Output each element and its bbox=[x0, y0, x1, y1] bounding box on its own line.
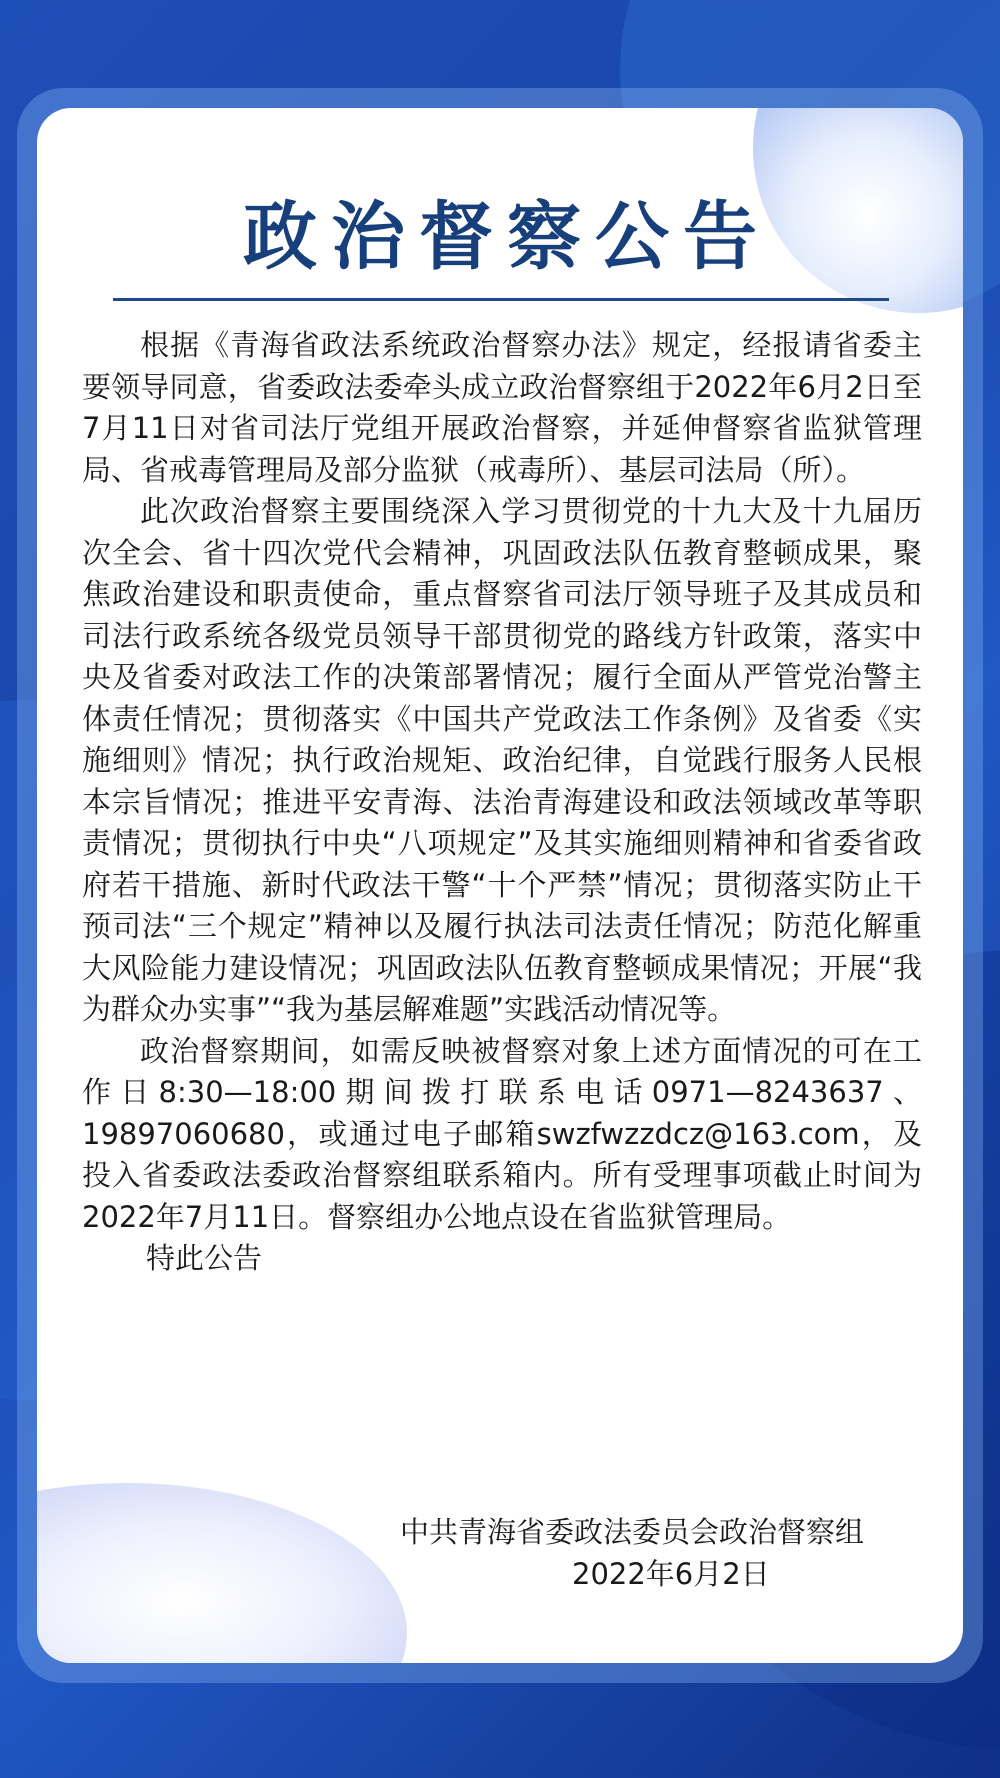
signature-organization: 中共青海省委政法委员会政治督察组 bbox=[400, 1515, 865, 1549]
closing-line: 特此公告 bbox=[146, 1241, 263, 1275]
decorative-orb-bottom-left bbox=[37, 1483, 407, 1663]
signature-block bbox=[380, 1512, 920, 1595]
title-divider bbox=[113, 298, 889, 301]
notice-title: 政治督察公告 bbox=[243, 194, 771, 280]
notice-body bbox=[82, 325, 922, 1280]
paragraph-3: 政治督察期间，如需反映被督察对象上述方面情况的可在工作日8:30—18:00期间拨打联系电话0971—8243637、19897060680，或通过电子邮箱swzfwzzdcz@163.com，及投入省委政法委政治督察组联系箱内。所有受理事项截止时间为2022年7月11日。督察组办公地点设在省监狱管理局。 bbox=[82, 1033, 922, 1234]
paragraph-2: 此次政治督察主要围绕深入学习贯彻党的十九大及十九届历次全会、省十四次党代会精神，巩固政法队伍教育整顿成果，聚焦政治建设和职责使命，重点督察省司法厅领导班子及其成员和司法行政系统各级党员领导干部贯彻党的路线方针政策，落实中央及省委对政法工作的决策部署情况；履行全面从严管党治警主体责任情况；贯彻落实《中国共产党政法工作条例》及省委《实施细则》情况；执行政治规矩、政治纪律，自觉践行服务人民根本宗旨情况；推进平安青海、法治青海建设和政法领域改革等职责情况；贯彻执行中央“八项规定”及其实施细则精神和省委省政府若干措施、新时代政法干警“十个严禁”情况；贯彻落实防止干预司法“三个规定”精神以及履行执法司法责任情况；防范化解重大风险能力建设情况；巩固政法队伍教育整顿成果情况；开展“我为群众办实事”“我为基层解难题”实践活动情况等。 bbox=[82, 494, 922, 1026]
paragraph-1: 根据《青海省政法系统政治督察办法》规定，经报请省委主要领导同意，省委政法委牵头成立政治督察组于2022年6月2日至7月11日对省司法厅党组开展政治督察，并延伸督察省监狱管理局、省戒毒管理局及部分监狱（戒毒所）、基层司法局（所）。 bbox=[82, 328, 922, 487]
signature-date: 2022年6月2日 bbox=[572, 1556, 770, 1591]
